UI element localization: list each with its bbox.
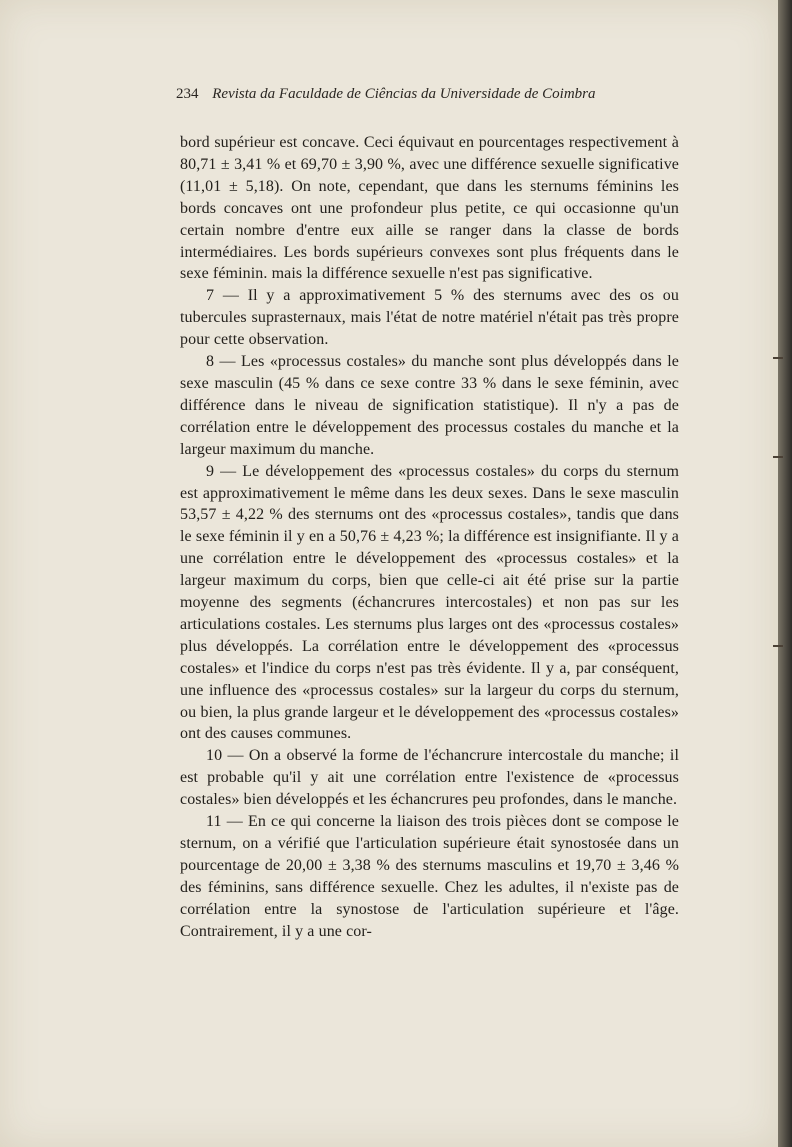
margin-mark [773,456,783,458]
running-header [176,86,646,103]
paragraph: bord supérieur est concave. Ceci équivaut en pourcentages respectivement à 80,71 ± 3,41 % et 69,70 ± 3,90 %, avec une différence sexuelle significative (11,01 ± 5,18). On note, cependant, que dans les sternums féminins les bords concaves ont une profondeur plus petite, ce qui occasionne qu'un certain nombre d'entre eux aille se ranger dans la classe de bords intermédiaires. Les bords supérieurs convexes sont plus fréquents dans le sexe féminin. mais la différence sexuelle n'est pas significative. [180,134,679,283]
paragraph: 8 — Les «processus costales» du manche sont plus développés dans le sexe masculin (45 % dans ce sexe contre 33 % dans le sexe féminin, avec différence dans le niveau de signification statistique). Il n'y a pas de corrélation entre le développement des processus costales du manche et la largeur maximum du manche. [180,353,679,458]
journal-title: Revista da Faculdade de Ciências da Universidade de Coimbra [212,86,596,102]
paragraph: 7 — Il y a approximativement 5 % des sternums avec des os ou tubercules suprasternaux, mais l'état de notre matériel n'était pas très propre pour cette observation. [180,287,679,349]
paragraph: 9 — Le développement des «processus costales» du corps du sternum est approximativement le même dans les deux sexes. Dans le sexe masculin 53,57 ± 4,22 % des sternums ont des «processus costales», tandis que dans le sexe féminin il y en a 50,76 ± 4,23 %; la différence est insignifiante. Il y a une corrélation entre le développement des «processus costales» et la largeur maximum du corps, bien que celle-ci ait été prise sur la partie moyenne des segments (échancrures intercostales) et non pas sur les articulations costales. Les sternums plus larges ont des «processus costales» plus développés. La corrélation entre le développement des «processus costales» et l'indice du corps n'est pas très évidente. Il y a, par conséquent, une influence des «processus costales» sur la largeur du corps du sternum, ou bien, la plus grande largeur et le développement des «processus costales» ont des causes communes. [180,462,679,743]
margin-mark [773,645,783,647]
paragraph: 11 — En ce qui concerne la liaison des trois pièces dont se compose le sternum, on a vérifié que l'articulation supérieure était synostosée dans un pourcentage de 20,00 ± 3,38 % des sternums masculins et 19,70 ± 3,46 % des féminins, sans différence sexuelle. Chez les adultes, il n'existe pas de corrélation entre la synostose de l'articulation supérieure et l'âge. Contrairement, il y a une cor- [180,813,679,940]
page-edge [778,0,792,1147]
page-number: 234 [176,86,199,102]
margin-mark [773,357,783,359]
body-text [180,132,679,943]
paragraph: 10 — On a observé la forme de l'échancrure intercostale du manche; il est probable qu'il y ait une corrélation entre l'existence de «processus costales» bien développés et les échancrures peu profondes, dans le manche. [180,747,679,809]
